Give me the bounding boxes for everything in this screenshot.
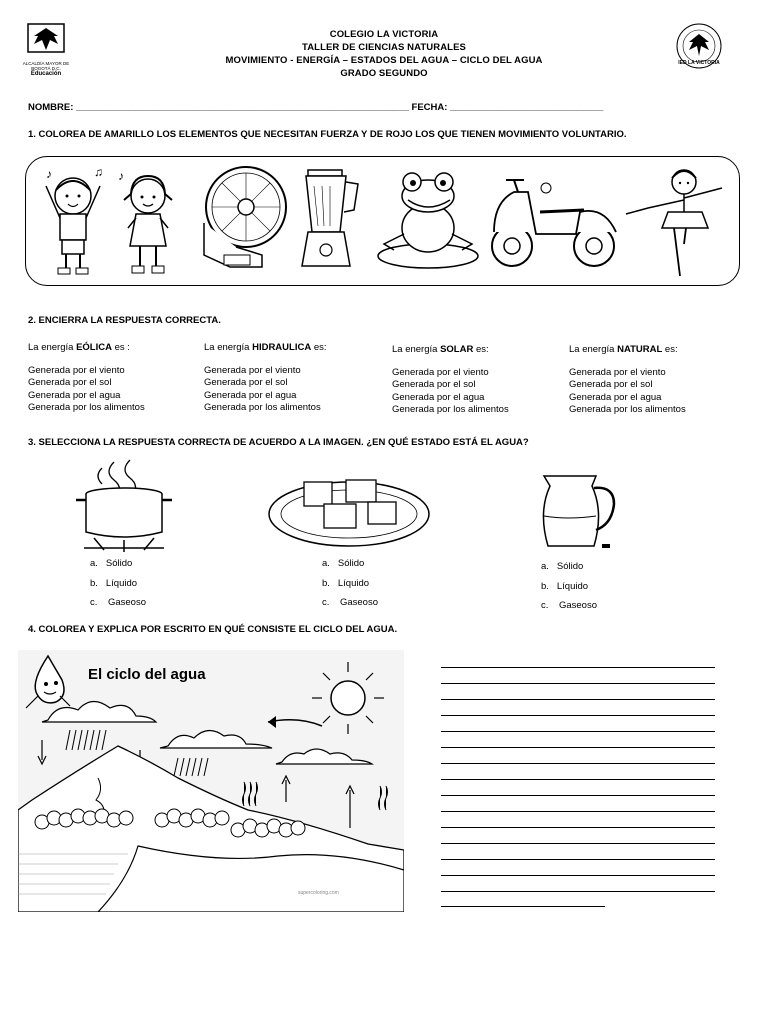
name-label: NOMBRE:	[28, 102, 77, 113]
option-alimentos[interactable]: Generada por los alimentos	[392, 404, 509, 415]
date-field[interactable]: _____________________________	[450, 102, 604, 113]
option-viento[interactable]: Generada por el viento	[392, 366, 489, 378]
energy-heading: La energía SOLAR es:	[392, 344, 489, 355]
option-solido[interactable]: a. Sólido	[541, 561, 584, 572]
q3-options-pitcher	[541, 561, 597, 613]
option-sol[interactable]: Generada por el sol	[204, 377, 288, 388]
energy-column-natural	[569, 344, 739, 417]
school-name: COLEGIO LA VICTORIA	[329, 29, 439, 40]
option-alimentos[interactable]: Generada por los alimentos	[204, 402, 321, 413]
energy-heading: La energía EÓLICA es :	[28, 342, 130, 353]
date-label: FECHA:	[411, 102, 451, 113]
energy-column-hidraulica	[204, 342, 384, 415]
energy-heading: La energía NATURAL es:	[569, 344, 678, 355]
option-solido[interactable]: a. Sólido	[90, 558, 133, 569]
svg-text:♫: ♫	[94, 166, 103, 179]
option-agua[interactable]: Generada por el agua	[569, 391, 662, 403]
frog-figure[interactable]	[372, 170, 482, 274]
question-4-title: 4. COLOREA Y EXPLICA POR ESCRITO EN QUÉ CONSISTE EL CICLO DEL AGUA.	[28, 624, 398, 635]
name-date-row	[28, 102, 603, 113]
option-viento[interactable]: Generada por el viento	[569, 366, 666, 378]
water-pitcher-image	[538, 472, 622, 552]
svg-text:♪: ♪	[46, 167, 52, 181]
q3-options-ice	[322, 558, 378, 610]
option-alimentos[interactable]: Generada por los alimentos	[28, 402, 145, 413]
workshop-title: TALLER DE CIENCIAS NATURALES	[302, 42, 466, 53]
q3-options-boiling	[90, 558, 146, 610]
energy-heading: La energía HIDRAULICA es:	[204, 342, 327, 353]
option-gaseoso[interactable]: c. Gaseoso	[322, 597, 378, 608]
scooter-figure[interactable]	[484, 172, 624, 272]
option-agua[interactable]: Generada por el agua	[204, 389, 297, 401]
boy-singing-figure[interactable]	[38, 166, 108, 278]
option-alimentos[interactable]: Generada por los alimentos	[569, 404, 686, 415]
blender-figure[interactable]	[294, 166, 364, 274]
topics-title: MOVIMIENTO - ENERGÍA – ESTADOS DEL AGUA – CICLO DEL AGUA	[225, 55, 543, 66]
water-cycle-drawing	[18, 650, 404, 912]
option-sol[interactable]: Generada por el sol	[28, 377, 112, 388]
svg-text:♪: ♪	[118, 169, 124, 183]
option-agua[interactable]: Generada por el agua	[28, 389, 121, 401]
fan-figure[interactable]	[190, 163, 294, 275]
option-viento[interactable]: Generada por el viento	[204, 364, 301, 376]
boiling-pot-image	[74, 458, 174, 554]
energy-column-solar	[392, 344, 562, 417]
question-3-title: 3. SELECCIONA LA RESPUESTA CORRECTA DE ACUERDO A LA IMAGEN. ¿EN QUÉ ESTADO ESTÁ EL AGUA?	[28, 437, 529, 448]
diagram-title: El ciclo del agua	[88, 666, 206, 683]
option-liquido[interactable]: b. Líquido	[541, 580, 589, 592]
name-field[interactable]: _______________________________________________________________	[76, 102, 409, 113]
option-gaseoso[interactable]: c. Gaseoso	[90, 597, 146, 608]
option-solido[interactable]: a. Sólido	[322, 558, 365, 569]
option-sol[interactable]: Generada por el sol	[569, 379, 653, 390]
diagram-credit: supercoloring.com	[298, 890, 339, 896]
grade-title: GRADO SEGUNDO	[340, 68, 428, 79]
option-gaseoso[interactable]: c. Gaseoso	[541, 600, 597, 611]
energy-column-eolica	[28, 342, 198, 415]
ice-cubes-plate-image	[266, 472, 432, 548]
school-seal: IED LA VICTORIA	[673, 22, 725, 72]
ballerina-figure[interactable]	[622, 164, 732, 280]
option-liquido[interactable]: b. Líquido	[90, 577, 138, 589]
option-agua[interactable]: Generada por el agua	[392, 391, 485, 403]
question-2-title: 2. ENCIERRA LA RESPUESTA CORRECTA.	[28, 315, 221, 326]
question-1-title: 1. COLOREA DE AMARILLO LOS ELEMENTOS QUE NECESITAN FUERZA Y DE ROJO LOS QUE TIENEN MOVIMIENTO VOLUNTARIO.	[28, 129, 627, 140]
option-viento[interactable]: Generada por el viento	[28, 364, 125, 376]
alcaldia-logo: ALCALDÍA MAYOR DE BOGOTÁ D.C. Educación	[20, 22, 72, 68]
water-cycle-diagram	[18, 650, 404, 912]
option-sol[interactable]: Generada por el sol	[392, 379, 476, 390]
option-liquido[interactable]: b. Líquido	[322, 577, 370, 589]
girl-singing-figure[interactable]	[112, 166, 184, 278]
